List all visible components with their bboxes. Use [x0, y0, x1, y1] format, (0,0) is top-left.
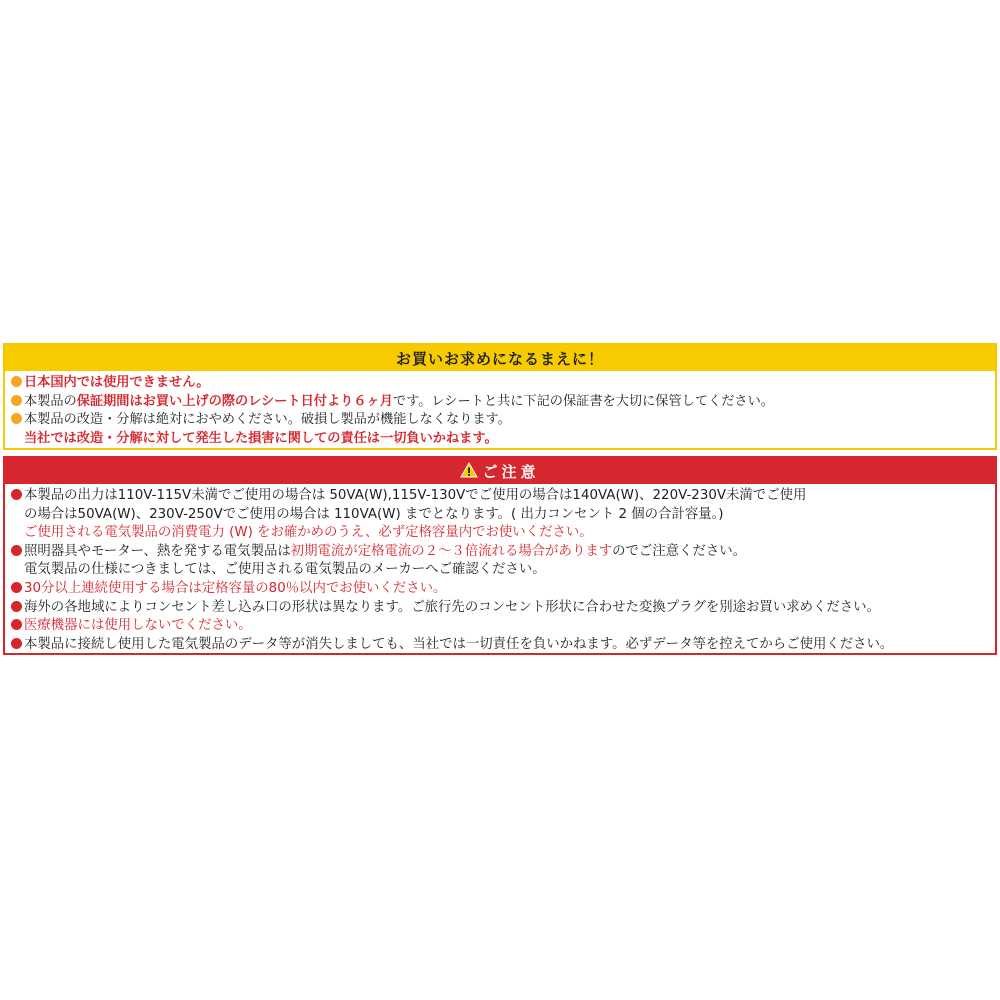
- warning-triangle-icon: [460, 462, 478, 482]
- bullet-icon: [11, 376, 22, 387]
- caution-item-2-line-2: 電気製品の仕様につきましては、ご使用される電気製品のメーカーへご確認ください。: [24, 562, 546, 578]
- caution-item-6: 本製品に接続し使用した電気製品のデータ等が消失しましても、当社では一切責任を負いかねます。必ずデータ等を控えてからご使用ください。: [11, 636, 989, 655]
- bullet-icon: [11, 619, 22, 630]
- caution-header: [5, 458, 995, 484]
- bullet-icon: [11, 489, 22, 500]
- bullet-icon: [11, 395, 22, 406]
- bullet-icon: [11, 413, 22, 424]
- caution-item-4: 海外の各地域によりコンセント差し込み口の形状は異なります。ご旅行先のコンセント形状に合わせた変換プラグを別途お買い求めください。: [11, 599, 989, 618]
- before-purchase-panel: [3, 343, 997, 450]
- caution-item-1-line-2: の場合は50VA(W)、230V-250Vでご使用の場合は 110VA(W) までとなります。( 出力コンセント 2 個の合計容量。): [24, 506, 724, 522]
- caution-item-2-line-1: 照明器具やモーター、熱を発する電気製品は初期電流が定格電流の２～３倍流れる場合がありますのでご注意ください。: [11, 543, 989, 562]
- caution-item-5: 医療機器には使用しないでください。: [11, 617, 989, 636]
- before-purchase-line-2: 本製品の保証期間はお買い上げの際のレシート日付より６ヶ月です。レシートと共に下記の保証書を大切に保管してください。: [11, 393, 989, 412]
- before-purchase-line-3: 本製品の改造・分解は絶対におやめください。破損し製品が機能しなくなります。: [11, 411, 989, 430]
- bullet-icon: [11, 545, 22, 556]
- before-purchase-line-1: 日本国内では使用できません。: [11, 374, 989, 393]
- before-purchase-body: [5, 371, 995, 448]
- caution-item-1-line-1: 本製品の出力は110V-115V未満でご使用の場合は 50VA(W),115V-130Vでご使用の場合は140VA(W)、220V-230V未満でご使用: [11, 487, 989, 506]
- bullet-icon: [11, 638, 22, 649]
- caution-panel: [3, 456, 997, 655]
- before-purchase-header: お買いお求めになるまえに！: [5, 345, 995, 371]
- caution-title: ご注意: [482, 462, 540, 481]
- before-purchase-line-4: 当社では改造・分解に対して発生した損害に関しての責任は一切負いかねます。: [24, 430, 498, 446]
- caution-body: [5, 484, 995, 654]
- caution-item-1-line-3: ご使用される電気製品の消費電力 (W) をお確かめのうえ、必ず定格容量内でお使いください。: [24, 525, 593, 541]
- bullet-icon: [11, 601, 22, 612]
- bullet-icon: [11, 582, 22, 593]
- caution-item-3: 30分以上連続使用する場合は定格容量の80％以内でお使いください。: [11, 580, 989, 599]
